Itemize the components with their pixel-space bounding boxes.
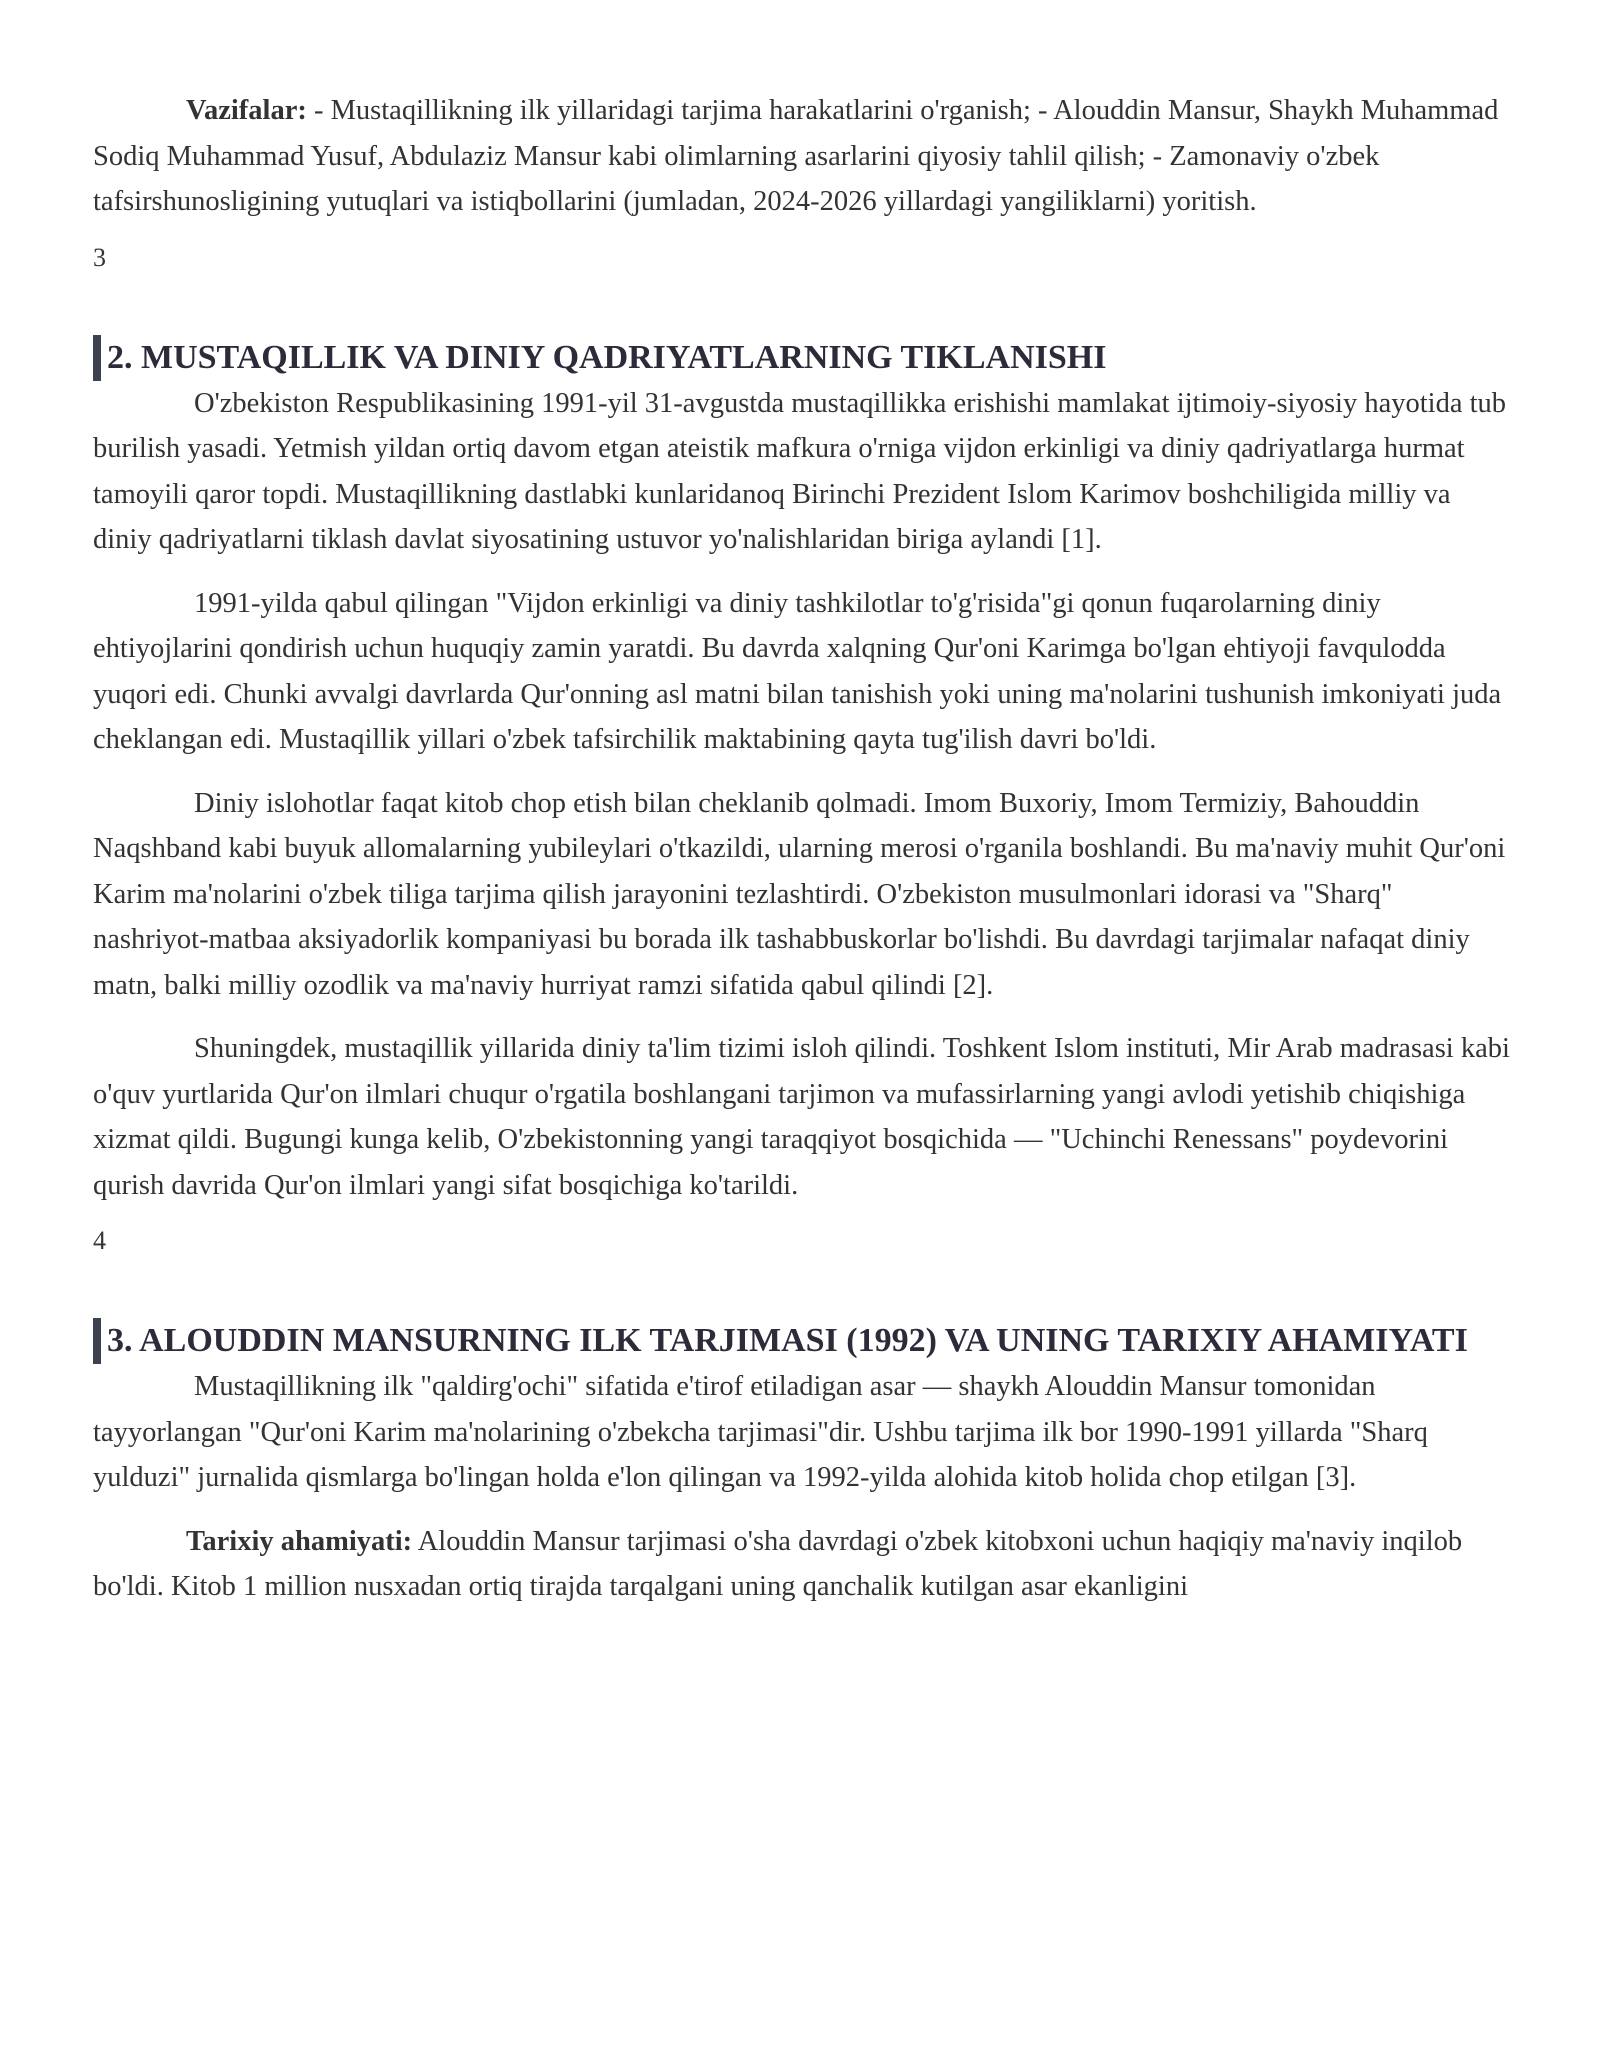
section-2-paragraph: Diniy islohotlar faqat kitob chop etish bilan cheklanib qolmadi. Imom Buxoriy, Imom Termiziy, Bahouddin Naqshband kabi buyuk allomalarning yubileylari o'tkazildi, ularning merosi o'rganila boshlandi. Bu ma'naviy muhit Qur'oni Karim ma'nolarini o'zbek tiliga tarjima qilish jarayonini tezlashtirdi. O'zbekiston musulmonlari idorasi va "Sharq" nashriyot-matbaa aksiyadorlik kompaniyasi bu borada ilk tashabbuskorlar bo'lishdi. Bu davrdagi tarjimalar nafaqat diniy matn, balki milliy ozodlik va ma'naviy hurriyat ramzi sifatida qabul qilindi [2]. (93, 787, 1506, 1001)
significance-text: Alouddin Mansur tarjimasi o'sha davrdagi o'zbek kitobxoni uchun haqiqiy ma'naviy inqilob bo'ldi. Kitob 1 million nusxadan ortiq tirajda tarqalgani uning qanchalik kutilgan asar ekanligini (93, 1525, 1463, 1602)
significance-lead: Tarixiy ahamiyati: (186, 1525, 413, 1557)
page-number: 4 (93, 1226, 106, 1255)
tasks-lead: Vazifalar: (186, 95, 307, 126)
section-2-paragraph: O'zbekiston Respublikasining 1991-yil 31-avgustda mustaqillikka erishishi mamlakat ijtimoiy-siyosiy hayotida tub burilish yasadi. Yetmish yildan ortiq davom etgan ateistik mafkura o'rniga vijdon erkinligi va diniy qadriyatlarga hurmat tamoyili qaror topdi. Mustaqillikning dastlabki kunlaridanoq Birinchi Prezident Islom Karimov boshchiligida milliy va diniy qadriyatlarni tiklash davlat siyosatining ustuvor yo'nalishlaridan biriga aylandi [1]. (93, 387, 1507, 555)
section-3-heading: 3. ALOUDDIN MANSURNING ILK TARJIMASI (1992) VA UNING TARIXIY AHAMIYATI (93, 1318, 1513, 1364)
significance-paragraph (93, 1519, 1513, 1610)
section-3-paragraph: Mustaqillikning ilk "qaldirg'ochi" sifatida e'tirof etiladigan asar — shaykh Alouddin Mansur tomonidan tayyorlangan "Qur'oni Karim ma'nolarining o'zbekcha tarjimasi"dir. Ushbu tarjima ilk bor 1990-1991 yillarda "Sharq yulduzi" jurnalida qismlarga bo'lingan holda e'lon qilingan va 1992-yilda alohida kitob holida chop etilgan [3]. (93, 1371, 1428, 1493)
tasks-text: - Mustaqillikning ilk yillaridagi tarjima harakatlarini o'rganish; - Alouddin Mansur, Shaykh Muhammad Sodiq Muhammad Yusuf, Abdulaziz Mansur kabi olimlarning asarlarini qiyosiy tahlil qilish; - Zamonaviy o'zbek tafsirshunosligining yutuqlari va istiqbollarini (jumladan, 2024-2026 yillardagi yangiliklarni) yoritish. (93, 95, 1499, 217)
page-number: 3 (93, 242, 106, 272)
section-2-paragraph: Shuningdek, mustaqillik yillarida diniy ta'lim tizimi isloh qilindi. Toshkent Islom instituti, Mir Arab madrasasi kabi o'quv yurtlarida Qur'on ilmlari chuqur o'rgatila boshlangani tarjimon va mufassirlarning yangi avlodi yetishib chiqishiga xizmat qildi. Bugungi kunga kelib, O'zbekistonning yangi taraqqiyot bosqichida — "Uchinchi Renessans" poydevorini qurish davrida Qur'on ilmlari yangi sifat bosqichiga ko'tarildi. (93, 1033, 1510, 1201)
document-body (93, 88, 1513, 1628)
section-2-heading: 2. MUSTAQILLIK VA DINIY QADRIYATLARNING TIKLANISHI (93, 335, 1513, 381)
tasks-paragraph (93, 88, 1513, 225)
section-2-paragraph: 1991-yilda qabul qilingan "Vijdon erkinligi va diniy tashkilotlar to'g'risida"gi qonun fuqarolarning diniy ehtiyojlarini qondirish uchun huquqiy zamin yaratdi. Bu davrda xalqning Qur'oni Karimga bo'lgan ehtiyoji favqulodda yuqori edi. Chunki avvalgi davrlarda Qur'onning asl matni bilan tanishish yoki uning ma'nolarini tushunish imkoniyati juda cheklangan edi. Mustaqillik yillari o'zbek tafsirchilik maktabining qayta tug'ilish davri bo'ldi. (93, 587, 1502, 755)
